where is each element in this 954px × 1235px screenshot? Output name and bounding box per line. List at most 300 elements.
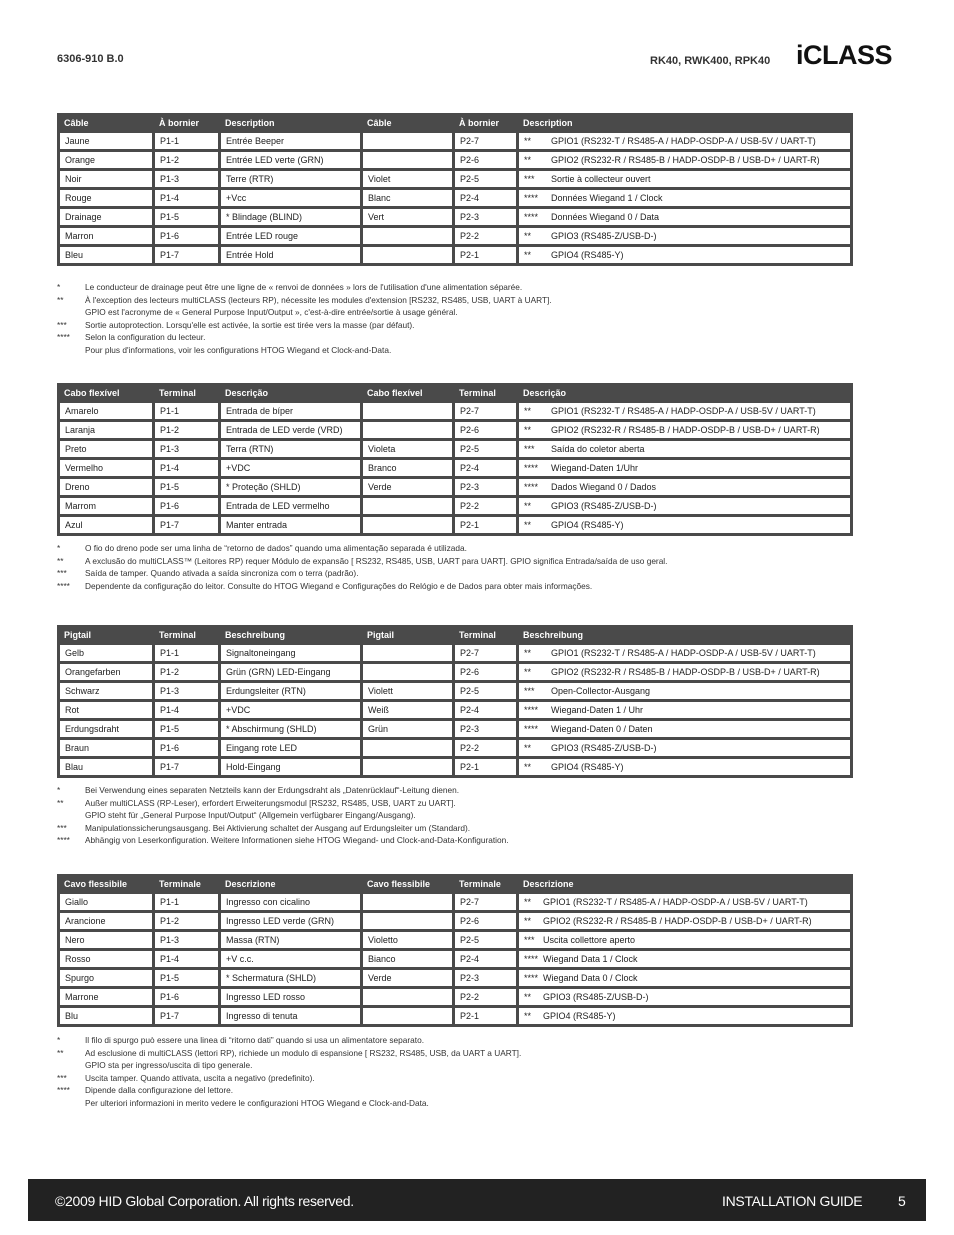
- footnote-marker: ****: [57, 332, 70, 343]
- table-cell: Blanc: [363, 190, 452, 206]
- description-cell: [519, 441, 850, 457]
- table-row: [60, 951, 850, 967]
- table-cell: Nero: [60, 932, 152, 948]
- footnote: [57, 1047, 521, 1060]
- table-row: [60, 970, 850, 986]
- footnote-marker: [57, 809, 85, 822]
- footnotes-fr: [57, 281, 552, 357]
- footnotes-it: [57, 1034, 521, 1110]
- wiring-table-it: [57, 874, 853, 1027]
- table-cell: P2-6: [455, 422, 516, 438]
- description-cell: [519, 152, 850, 168]
- footnote: [57, 1097, 521, 1110]
- table-cell: Grün: [363, 721, 452, 737]
- table-cell: Laranja: [60, 422, 152, 438]
- column-header: Terminal: [155, 386, 218, 400]
- table-cell: Entrada de bíper: [221, 403, 360, 419]
- table-row: [60, 1008, 850, 1024]
- table-cell: P1-6: [155, 989, 218, 1005]
- footnote-text: Le conducteur de drainage peut être une ligne de « renvoi de données » lors de l'utilisation d'une alimentation séparée.: [85, 282, 523, 292]
- table-cell: Violett: [363, 683, 452, 699]
- table-cell: +Vcc: [221, 190, 360, 206]
- description-text: GPIO2 (RS232-R / RS485-B / HADP-OSDP-B / USB-D+ / UART-R): [551, 667, 820, 677]
- table-cell: * Proteção (SHLD): [221, 479, 360, 495]
- table-cell: P2-5: [455, 171, 516, 187]
- footnote-marker: **: [524, 425, 532, 435]
- column-header: Pigtail: [60, 628, 152, 642]
- description-text: GPIO4 (RS485-Y): [543, 1011, 616, 1021]
- footnote-marker: **: [524, 762, 532, 772]
- footnote-marker: ****: [524, 463, 539, 473]
- footnote-marker: [57, 306, 85, 319]
- table-row: [60, 228, 850, 244]
- guide-label: INSTALLATION GUIDE: [722, 1193, 863, 1209]
- column-header: À bornier: [155, 116, 218, 130]
- table-cell: P1-6: [155, 740, 218, 756]
- table-row: [60, 152, 850, 168]
- description-cell: [519, 932, 850, 948]
- table-cell: P1-5: [155, 721, 218, 737]
- footnote-marker: *: [57, 785, 61, 795]
- table-cell: P1-7: [155, 247, 218, 263]
- footnote-marker: *: [57, 1035, 61, 1045]
- footnote-text: GPIO est l'acronyme de « General Purpose Input/Output », c'est-à-dire entrée/sortie à usage général.: [85, 307, 458, 318]
- footnotes-de: [57, 784, 509, 847]
- footnote-marker: **: [57, 555, 64, 566]
- table-cell: P2-3: [455, 209, 516, 225]
- description-cell: [519, 517, 850, 533]
- table-cell: P2-7: [455, 403, 516, 419]
- footnote-marker: **: [524, 897, 532, 907]
- table-cell: Entrada de LED vermelho: [221, 498, 360, 514]
- table-cell: [363, 498, 452, 514]
- column-header: Description: [221, 116, 360, 130]
- table-cell: Massa (RTN): [221, 932, 360, 948]
- table-row: [60, 702, 850, 718]
- table-row: [60, 498, 850, 514]
- table-row: [60, 460, 850, 476]
- footnote-text: Selon la configuration du lecteur.: [85, 332, 206, 343]
- table-cell: Blu: [60, 1008, 152, 1024]
- table-cell: P2-1: [455, 759, 516, 775]
- table-cell: * Schermatura (SHLD): [221, 970, 360, 986]
- description-text: GPIO1 (RS232-T / RS485-A / HADP-OSDP-A / USB-5V / UART-T): [551, 648, 816, 658]
- table-row: [60, 171, 850, 187]
- description-cell: [519, 209, 850, 225]
- table-row: [60, 989, 850, 1005]
- column-header: Terminale: [155, 877, 218, 891]
- footnote-text: Bei Verwendung eines separaten Netzteils kann der Erdungsdraht als „Datenrücklauf“-Leitung dienen.: [85, 785, 460, 795]
- table-header-row: [60, 116, 850, 130]
- footnote: [57, 1059, 521, 1072]
- table-cell: P2-1: [455, 1008, 516, 1024]
- table-cell: [363, 740, 452, 756]
- table-row: [60, 403, 850, 419]
- table-cell: P2-6: [455, 664, 516, 680]
- table-cell: P1-2: [155, 422, 218, 438]
- footnote-marker: **: [57, 1047, 64, 1058]
- footnote-marker: ***: [57, 319, 67, 330]
- footnote-marker: ****: [524, 482, 539, 492]
- table-cell: P2-4: [455, 951, 516, 967]
- footnote-text: Außer multiCLASS (RP-Leser), erfordert Erweiterungsmodul [RS232, RS485, USB, UART zu UART].: [85, 797, 456, 808]
- footnote: [57, 281, 552, 294]
- footnote-marker: ****: [57, 835, 70, 846]
- table-cell: P2-2: [455, 498, 516, 514]
- table-cell: P1-5: [155, 970, 218, 986]
- footnote-marker: **: [524, 743, 532, 753]
- footnote-marker: **: [524, 667, 532, 677]
- table-row: [60, 759, 850, 775]
- table-cell: Amarelo: [60, 403, 152, 419]
- table-cell: P1-3: [155, 932, 218, 948]
- table-cell: Eingang rote LED: [221, 740, 360, 756]
- description-text: GPIO2 (RS232-R / RS485-B / HADP-OSDP-B / USB-D+ / UART-R): [551, 155, 820, 165]
- column-header: Descrição: [519, 386, 850, 400]
- wiring-table-fr: [57, 113, 853, 266]
- table-cell: P2-3: [455, 479, 516, 495]
- footnote-marker: **: [524, 501, 532, 511]
- table-cell: Ingresso con cicalino: [221, 894, 360, 910]
- footnote-marker: [57, 1059, 85, 1072]
- description-text: GPIO3 (RS485-Z/USB-D-): [551, 231, 657, 241]
- table-cell: Violet: [363, 171, 452, 187]
- footnote: [57, 567, 667, 580]
- column-header: Descrizione: [221, 877, 360, 891]
- column-header: Terminal: [455, 386, 516, 400]
- footnote-text: Uscita tamper. Quando attivata, uscita a negativo (predefinito).: [85, 1072, 315, 1083]
- table-cell: Terra (RTN): [221, 441, 360, 457]
- table-cell: P2-5: [455, 932, 516, 948]
- table-cell: Rosso: [60, 951, 152, 967]
- footnote: [57, 580, 667, 593]
- description-cell: [519, 683, 850, 699]
- page-footer: [28, 1179, 926, 1221]
- table-cell: Grün (GRN) LED-Eingang: [221, 664, 360, 680]
- table-row: [60, 479, 850, 495]
- description-cell: [519, 1008, 850, 1024]
- table-cell: P1-4: [155, 190, 218, 206]
- table-cell: [363, 664, 452, 680]
- footnote-marker: **: [524, 520, 532, 530]
- table-cell: Violetto: [363, 932, 452, 948]
- table-cell: Bianco: [363, 951, 452, 967]
- table-cell: Ingresso LED verde (GRN): [221, 913, 360, 929]
- footnote-marker: **: [57, 797, 64, 808]
- table-cell: P2-7: [455, 133, 516, 149]
- table-cell: Schwarz: [60, 683, 152, 699]
- table-cell: P2-6: [455, 913, 516, 929]
- footnote-text: GPIO steht für „General Purpose Input/Output“ (Allgemein verfügbarer Eingang/Ausgang).: [85, 810, 416, 821]
- footnote-marker: ***: [57, 1072, 67, 1083]
- column-header: Terminale: [455, 877, 516, 891]
- table-cell: P2-4: [455, 702, 516, 718]
- table-cell: Braun: [60, 740, 152, 756]
- footnote: [57, 797, 509, 810]
- table-header-row: [60, 628, 850, 642]
- table-cell: P2-2: [455, 740, 516, 756]
- table-cell: Entrée LED verte (GRN): [221, 152, 360, 168]
- description-cell: [519, 498, 850, 514]
- column-header: Beschreibung: [221, 628, 360, 642]
- copyright-text: ©2009 HID Global Corporation. All rights reserved.: [55, 1193, 354, 1209]
- table-cell: Terre (RTR): [221, 171, 360, 187]
- footnote-marker: ***: [57, 822, 67, 833]
- footnote-marker: ****: [524, 212, 539, 222]
- table-cell: Dreno: [60, 479, 152, 495]
- column-header: Cavo flessibile: [60, 877, 152, 891]
- table-cell: P1-3: [155, 683, 218, 699]
- footnote-text: Per ulteriori informazioni in merito vedere le configurazioni HTOG Wiegand e Clock-and-Data.: [85, 1097, 429, 1108]
- footnote: [57, 344, 552, 357]
- description-cell: [519, 759, 850, 775]
- description-cell: [519, 721, 850, 737]
- description-text: GPIO2 (RS232-R / RS485-B / HADP-OSDP-B / USB-D+ / UART-R): [543, 916, 812, 926]
- table-cell: P2-3: [455, 970, 516, 986]
- footnote-marker: ****: [57, 1085, 70, 1096]
- table-row: [60, 422, 850, 438]
- description-cell: [519, 894, 850, 910]
- table-cell: * Abschirmung (SHLD): [221, 721, 360, 737]
- table-cell: [363, 133, 452, 149]
- description-text: Sortie à collecteur ouvert: [551, 174, 651, 184]
- footnote: [57, 331, 552, 344]
- table-cell: P2-5: [455, 683, 516, 699]
- table-cell: P2-1: [455, 247, 516, 263]
- description-text: GPIO1 (RS232-T / RS485-A / HADP-OSDP-A / USB-5V / UART-T): [551, 406, 816, 416]
- table-cell: P2-6: [455, 152, 516, 168]
- footnote-marker: **: [524, 992, 532, 1002]
- table-cell: Entrée Beeper: [221, 133, 360, 149]
- table-cell: [363, 403, 452, 419]
- description-cell: [519, 460, 850, 476]
- description-cell: [519, 702, 850, 718]
- footnote-marker: ***: [524, 174, 535, 184]
- description-cell: [519, 951, 850, 967]
- table-cell: P2-2: [455, 989, 516, 1005]
- table-cell: Manter entrada: [221, 517, 360, 533]
- footnote-marker: **: [524, 916, 532, 926]
- description-cell: [519, 664, 850, 680]
- table-cell: P2-7: [455, 645, 516, 661]
- footnote-text: O fio do dreno pode ser uma linha de “retorno de dados” quando uma alimentação separada é utilizada.: [85, 543, 467, 553]
- column-header: Câble: [60, 116, 152, 130]
- page-number: 5: [898, 1193, 906, 1209]
- description-text: GPIO3 (RS485-Z/USB-D-): [543, 992, 649, 1002]
- footnote-text: Il filo di spurgo può essere una linea di “ritorno dati” quando si usa un alimentatore separato.: [85, 1035, 424, 1045]
- column-header: Terminal: [455, 628, 516, 642]
- table-row: [60, 932, 850, 948]
- table-cell: [363, 894, 452, 910]
- table-cell: P1-4: [155, 460, 218, 476]
- table-cell: P1-7: [155, 517, 218, 533]
- table-row: [60, 894, 850, 910]
- table-cell: P2-4: [455, 190, 516, 206]
- footnote-marker: ***: [524, 686, 535, 696]
- footnote-text: GPIO sta per ingresso/uscita di tipo generale.: [85, 1060, 253, 1071]
- footnote-text: Ad esclusione di multiCLASS (lettori RP), richiede un modulo di espansione [ RS232, RS485, USB, da UART a UART].: [85, 1047, 522, 1058]
- table-cell: +V c.c.: [221, 951, 360, 967]
- description-cell: [519, 970, 850, 986]
- footnote: [57, 306, 552, 319]
- table-cell: Azul: [60, 517, 152, 533]
- table-cell: P1-4: [155, 702, 218, 718]
- table-cell: Marrom: [60, 498, 152, 514]
- table-cell: Arancione: [60, 913, 152, 929]
- column-header: Description: [519, 116, 850, 130]
- footnote: [57, 809, 509, 822]
- wiring-table-pt: [57, 383, 853, 536]
- table-cell: * Blindage (BLIND): [221, 209, 360, 225]
- table-cell: P1-7: [155, 1008, 218, 1024]
- table-cell: P1-3: [155, 441, 218, 457]
- description-text: GPIO1 (RS232-T / RS485-A / HADP-OSDP-A / USB-5V / UART-T): [551, 136, 816, 146]
- table-row: [60, 645, 850, 661]
- description-text: Wiegand Data 0 / Clock: [543, 973, 638, 983]
- column-header: Cabo flexível: [60, 386, 152, 400]
- table-cell: P2-3: [455, 721, 516, 737]
- footnote-marker: ****: [524, 705, 539, 715]
- description-cell: [519, 403, 850, 419]
- footnote: [57, 822, 509, 835]
- footnote-marker: **: [524, 250, 532, 260]
- table-cell: Rouge: [60, 190, 152, 206]
- table-cell: P2-5: [455, 441, 516, 457]
- table-cell: P1-1: [155, 894, 218, 910]
- table-cell: Erdungsdraht: [60, 721, 152, 737]
- table-row: [60, 209, 850, 225]
- table-cell: P2-1: [455, 517, 516, 533]
- table-cell: Ingresso LED rosso: [221, 989, 360, 1005]
- footnote-marker: ***: [524, 444, 535, 454]
- footnote: [57, 555, 667, 568]
- table-cell: [363, 759, 452, 775]
- table-cell: Vert: [363, 209, 452, 225]
- table-cell: Orangefarben: [60, 664, 152, 680]
- table-cell: P1-1: [155, 403, 218, 419]
- column-header: Terminal: [155, 628, 218, 642]
- table-cell: Entrée Hold: [221, 247, 360, 263]
- table-cell: Spurgo: [60, 970, 152, 986]
- table-cell: Violeta: [363, 441, 452, 457]
- footnote-marker: *: [57, 282, 61, 292]
- table-cell: P2-2: [455, 228, 516, 244]
- table-cell: P1-6: [155, 228, 218, 244]
- table-cell: Blau: [60, 759, 152, 775]
- description-text: Saída do coletor aberta: [551, 444, 645, 454]
- table-cell: P1-6: [155, 498, 218, 514]
- table-row: [60, 133, 850, 149]
- table-cell: Rot: [60, 702, 152, 718]
- table-row: [60, 683, 850, 699]
- table-cell: Entrada de LED verde (VRD): [221, 422, 360, 438]
- table-row: [60, 664, 850, 680]
- footnote-text: Abhängig von Leserkonfiguration. Weitere Informationen siehe HTOG Wiegand- und Clock-and-Data-Konfiguration.: [85, 835, 509, 846]
- table-cell: [363, 913, 452, 929]
- table-header-row: [60, 386, 850, 400]
- footnote: [57, 784, 509, 797]
- table-cell: Preto: [60, 441, 152, 457]
- description-cell: [519, 645, 850, 661]
- table-cell: Weiß: [363, 702, 452, 718]
- table-cell: [363, 1008, 452, 1024]
- footnote-marker: ***: [57, 568, 67, 579]
- table-cell: P2-4: [455, 460, 516, 476]
- footnote-marker: [57, 344, 85, 357]
- table-row: [60, 441, 850, 457]
- description-text: Wiegand-Daten 1 / Uhr: [551, 705, 644, 715]
- table-cell: Vermelho: [60, 460, 152, 476]
- footnote-marker: ****: [524, 973, 539, 983]
- table-cell: Verde: [363, 970, 452, 986]
- table-cell: [363, 228, 452, 244]
- footnote: [57, 1084, 521, 1097]
- footnote-text: Pour plus d'informations, voir les configurations HTOG Wiegand et Clock-and-Data.: [85, 344, 392, 355]
- description-text: GPIO2 (RS232-R / RS485-B / HADP-OSDP-B / USB-D+ / UART-R): [551, 425, 820, 435]
- footnote-marker: **: [524, 136, 532, 146]
- footnote-marker: **: [524, 406, 532, 416]
- footnotes-pt: [57, 542, 667, 592]
- table-cell: P1-1: [155, 645, 218, 661]
- table-cell: P1-3: [155, 171, 218, 187]
- description-text: Wiegand Data 1 / Clock: [543, 954, 638, 964]
- table-cell: P1-5: [155, 209, 218, 225]
- footnote-marker: ****: [524, 193, 539, 203]
- table-cell: Branco: [363, 460, 452, 476]
- footnote: [57, 294, 552, 307]
- table-cell: P1-4: [155, 951, 218, 967]
- footnote-marker: *: [57, 543, 61, 553]
- table-cell: P1-2: [155, 664, 218, 680]
- column-header: À bornier: [455, 116, 516, 130]
- column-header: Beschreibung: [519, 628, 850, 642]
- description-text: Données Wiegand 1 / Clock: [551, 193, 663, 203]
- table-cell: +VDC: [221, 702, 360, 718]
- table-cell: Drainage: [60, 209, 152, 225]
- column-header: Câble: [363, 116, 452, 130]
- table-row: [60, 740, 850, 756]
- table-row: [60, 913, 850, 929]
- footnote-marker: **: [524, 231, 532, 241]
- description-cell: [519, 913, 850, 929]
- footnote-marker: **: [524, 155, 532, 165]
- footnote: [57, 319, 552, 332]
- table-cell: Giallo: [60, 894, 152, 910]
- table-cell: Hold-Eingang: [221, 759, 360, 775]
- table-cell: Ingresso di tenuta: [221, 1008, 360, 1024]
- footnote: [57, 542, 667, 555]
- column-header: Descrizione: [519, 877, 850, 891]
- description-text: Open-Collector-Ausgang: [551, 686, 651, 696]
- table-cell: Jaune: [60, 133, 152, 149]
- footnote-text: Dependente da configuração do leitor. Consulte do HTOG Wiegand e Configurações do Relógio e de Dados para obter mais informações.: [85, 580, 593, 591]
- description-text: Données Wiegand 0 / Data: [551, 212, 660, 222]
- table-cell: Gelb: [60, 645, 152, 661]
- description-cell: [519, 247, 850, 263]
- column-header: Descrição: [221, 386, 360, 400]
- table-cell: Erdungsleiter (RTN): [221, 683, 360, 699]
- description-text: Uscita collettore aperto: [543, 935, 636, 945]
- description-text: GPIO4 (RS485-Y): [551, 762, 624, 772]
- footnote-marker: ****: [57, 580, 70, 591]
- description-cell: [519, 228, 850, 244]
- description-cell: [519, 989, 850, 1005]
- table-row: [60, 247, 850, 263]
- document-number: 6306-910 B.0: [57, 53, 124, 65]
- footnote: [57, 1072, 521, 1085]
- table-header-row: [60, 877, 850, 891]
- description-cell: [519, 422, 850, 438]
